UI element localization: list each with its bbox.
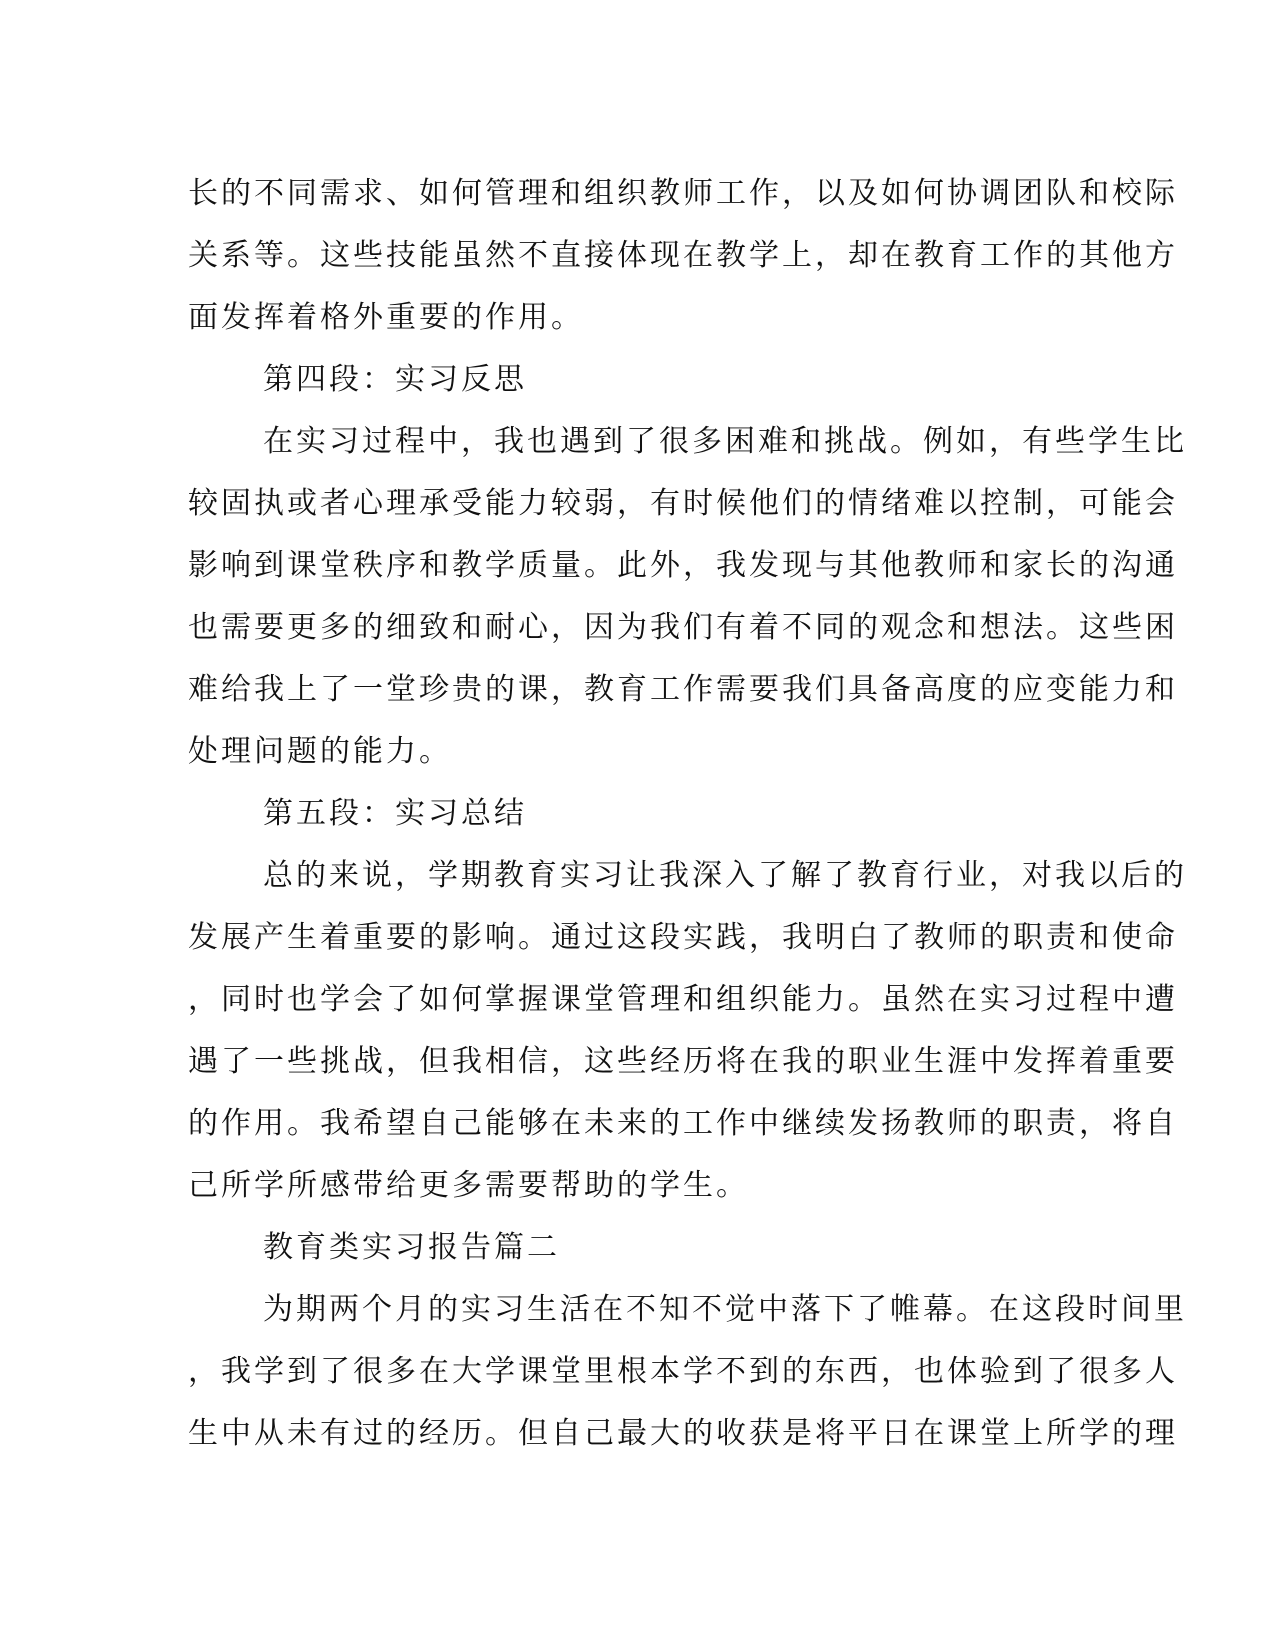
document-body — [188, 163, 1187, 1465]
text-line: 己所学所感带给更多需要帮助的学生。 — [188, 1168, 749, 1203]
text-line: 难给我上了一堂珍贵的课，教育工作需要我们具备高度的应变能力和 — [188, 672, 1178, 707]
text-line: 生中从未有过的经历。但自己最大的收获是将平日在课堂上所学的理 — [188, 1416, 1178, 1451]
text-line: 的作用。我希望自己能够在未来的工作中继续发扬教师的职责，将自 — [188, 1106, 1178, 1141]
text-line: 也需要更多的细致和耐心，因为我们有着不同的观念和想法。这些困 — [188, 610, 1178, 645]
section-heading: 第五段：实习总结 — [263, 796, 527, 831]
text-line: 影响到课堂秩序和教学质量。此外，我发现与其他教师和家长的沟通 — [188, 548, 1178, 583]
text-line: 关系等。这些技能虽然不直接体现在教学上，却在教育工作的其他方 — [188, 238, 1178, 273]
text-line: 较固执或者心理承受能力较弱，有时候他们的情绪难以控制，可能会 — [188, 486, 1178, 521]
text-line: 为期两个月的实习生活在不知不觉中落下了帷幕。在这段时间里 — [263, 1292, 1187, 1327]
text-line: 遇了一些挑战，但我相信，这些经历将在我的职业生涯中发挥着重要 — [188, 1044, 1178, 1079]
text-line: 面发挥着格外重要的作用。 — [188, 300, 584, 335]
section-heading: 教育类实习报告篇二 — [263, 1230, 560, 1265]
text-line: 总的来说，学期教育实习让我深入了解了教育行业，对我以后的 — [263, 858, 1187, 893]
text-line: ，同时也学会了如何掌握课堂管理和组织能力。虽然在实习过程中遭 — [188, 982, 1178, 1017]
text-line: 在实习过程中，我也遇到了很多困难和挑战。例如，有些学生比 — [263, 424, 1187, 459]
text-line: 处理问题的能力。 — [188, 734, 452, 769]
section-heading: 第四段：实习反思 — [263, 362, 527, 397]
text-line: ，我学到了很多在大学课堂里根本学不到的东西，也体验到了很多人 — [188, 1354, 1178, 1389]
text-line: 发展产生着重要的影响。通过这段实践，我明白了教师的职责和使命 — [188, 920, 1178, 955]
text-line: 长的不同需求、如何管理和组织教师工作，以及如何协调团队和校际 — [188, 176, 1178, 211]
